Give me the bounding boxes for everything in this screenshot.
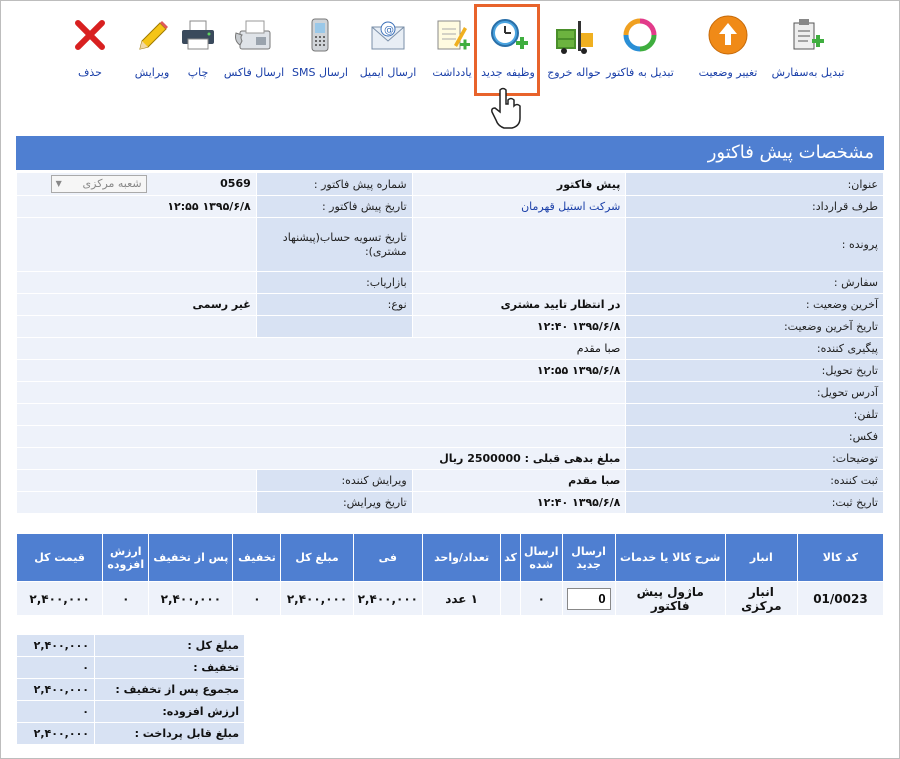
registrar-value: صبا مقدم bbox=[412, 470, 626, 492]
col-warehouse: انبار bbox=[725, 534, 797, 582]
col-final: قیمت کل bbox=[17, 534, 103, 582]
title-label: عنوان: bbox=[626, 173, 884, 196]
order-value bbox=[412, 272, 626, 294]
send-sms-button[interactable] bbox=[282, 8, 358, 79]
totals-table bbox=[16, 634, 245, 745]
discount-value: ۰ bbox=[17, 657, 95, 679]
desc-value: مبلغ بدهی قبلی : 2500000 ریال bbox=[17, 448, 626, 470]
chevron-down-icon: ▼ bbox=[55, 179, 62, 188]
convert-to-order-button[interactable] bbox=[770, 8, 846, 79]
convert-to-order-icon bbox=[785, 12, 831, 58]
after-discount-value: ۲,۴۰۰,۰۰۰ bbox=[17, 679, 95, 701]
registrar-label: ثبت کننده: bbox=[626, 470, 884, 492]
item-vat: ۰ bbox=[103, 582, 149, 616]
convert-to-invoice-button[interactable] bbox=[602, 8, 678, 79]
edit-date-label: تاریخ ویرایش: bbox=[256, 492, 412, 514]
fax-value bbox=[17, 426, 626, 448]
fax-icon bbox=[231, 12, 277, 58]
phone-label: تلفن: bbox=[626, 404, 884, 426]
editor-label: ویرایش کننده: bbox=[256, 470, 412, 492]
item-final: ۲,۴۰۰,۰۰۰ bbox=[17, 582, 103, 616]
follower-label: پیگیری کننده: bbox=[626, 338, 884, 360]
branch-value: شعبه مرکزی bbox=[82, 177, 142, 190]
col-qty: تعداد/واحد bbox=[423, 534, 501, 582]
convert-to-invoice-label: تبدیل به فاکتور bbox=[606, 66, 674, 79]
type-label: نوع: bbox=[256, 294, 412, 316]
reg-date-value: ۱۳۹۵/۶/۸ ۱۲:۴۰ bbox=[412, 492, 626, 514]
after-discount-label: مجموع پس از تخفیف : bbox=[95, 679, 245, 701]
party-link[interactable]: شرکت استیل قهرمان bbox=[521, 200, 621, 213]
new-task-highlight bbox=[474, 4, 540, 96]
branch-select[interactable] bbox=[51, 175, 147, 193]
item-fee: ۲,۴۰۰,۰۰۰ bbox=[353, 582, 422, 616]
item-after-discount: ۲,۴۰۰,۰۰۰ bbox=[149, 582, 233, 616]
item-total: ۲,۴۰۰,۰۰۰ bbox=[281, 582, 353, 616]
status-change-icon bbox=[705, 12, 751, 58]
svg-text:@: @ bbox=[384, 25, 394, 36]
delete-label: حذف bbox=[78, 66, 102, 79]
vat-label: ارزش افزوده: bbox=[95, 701, 245, 723]
status-change-label: تغییر وضعیت bbox=[698, 66, 758, 79]
item-sent: ۰ bbox=[520, 582, 562, 616]
total-label: مبلغ کل : bbox=[95, 635, 245, 657]
delete-button[interactable] bbox=[52, 8, 128, 79]
hand-pointer-icon bbox=[490, 86, 526, 133]
convert-to-order-label: تبدیل به‌سفارش bbox=[771, 66, 845, 79]
col-vat: ارزش افزوده bbox=[103, 534, 149, 582]
col-fee: فی bbox=[353, 534, 422, 582]
table-row bbox=[17, 582, 884, 616]
editor-value bbox=[17, 470, 257, 492]
items-table bbox=[16, 533, 884, 616]
col-code: کد کالا bbox=[797, 534, 883, 582]
status-change-button[interactable] bbox=[690, 8, 766, 79]
delete-icon bbox=[67, 12, 113, 58]
settle-date-label: تاریخ تسویه حساب(پیشنهاد مشتری): bbox=[256, 218, 412, 272]
item-warehouse: انبار مرکزی bbox=[725, 582, 797, 616]
col-sent: ارسال شده bbox=[520, 534, 562, 582]
mobile-phone-icon bbox=[297, 12, 343, 58]
payable-label: مبلغ قابل پرداخت : bbox=[95, 723, 245, 745]
reg-date-label: تاریخ ثبت: bbox=[626, 492, 884, 514]
total-value: ۲,۴۰۰,۰۰۰ bbox=[17, 635, 95, 657]
delivery-date-label: تاریخ تحویل: bbox=[626, 360, 884, 382]
phone-value bbox=[17, 404, 626, 426]
edit-date-value bbox=[17, 492, 257, 514]
send-email-button[interactable] bbox=[350, 8, 426, 79]
delivery-address-label: آدرس تحویل: bbox=[626, 382, 884, 404]
exit-order-button[interactable] bbox=[536, 8, 612, 79]
send-sms-label: ارسال SMS bbox=[292, 66, 348, 79]
forklift-icon bbox=[551, 12, 597, 58]
desc-label: توضیحات: bbox=[626, 448, 884, 470]
details-table bbox=[16, 172, 884, 514]
vat-value: ۰ bbox=[17, 701, 95, 723]
note-label: یادداشت bbox=[432, 66, 472, 79]
follower-value: صبا مقدم bbox=[17, 338, 626, 360]
last-status-label: آخرین وضعیت : bbox=[626, 294, 884, 316]
item-kd bbox=[501, 582, 521, 616]
col-new-send: ارسال جدید bbox=[562, 534, 615, 582]
col-discount: تخفیف bbox=[233, 534, 281, 582]
item-code: 01/0023 bbox=[797, 582, 883, 616]
section-title: مشخصات پیش فاکتور bbox=[16, 136, 884, 170]
last-status-value: در انتظار تایید مشتری bbox=[412, 294, 626, 316]
last-status-date-value: ۱۳۹۵/۶/۸ ۱۲:۴۰ bbox=[412, 316, 626, 338]
title-value: پیش فاکتور bbox=[412, 173, 626, 196]
col-total: مبلغ کل bbox=[281, 534, 353, 582]
party-label: طرف قرارداد: bbox=[626, 196, 884, 218]
convert-to-invoice-icon bbox=[617, 12, 663, 58]
type-value: غیر رسمی bbox=[17, 294, 257, 316]
toolbar bbox=[70, 8, 860, 88]
number-value: 0569 bbox=[220, 177, 251, 190]
delivery-address-value bbox=[17, 382, 626, 404]
marketer-value bbox=[17, 272, 257, 294]
payable-value: ۲,۴۰۰,۰۰۰ bbox=[17, 723, 95, 745]
number-label: شماره پیش فاکتور : bbox=[256, 173, 412, 196]
order-label: سفارش : bbox=[626, 272, 884, 294]
pencil-icon bbox=[129, 12, 175, 58]
email-icon bbox=[365, 12, 411, 58]
settle-date-value bbox=[17, 218, 257, 272]
new-send-input[interactable] bbox=[567, 588, 611, 610]
print-label: چاپ bbox=[187, 66, 209, 79]
edit-label: ویرایش bbox=[134, 66, 170, 79]
case-value bbox=[412, 218, 626, 272]
marketer-label: بازاریاب: bbox=[256, 272, 412, 294]
col-kd: کد bbox=[501, 534, 521, 582]
fax-label: فکس: bbox=[626, 426, 884, 448]
date-value: ۱۳۹۵/۶/۸ ۱۲:۵۵ bbox=[17, 196, 257, 218]
exit-order-label: حواله خروج bbox=[547, 66, 601, 79]
new-task-label: وظیفه جدید bbox=[481, 66, 535, 79]
send-email-label: ارسال ایمیل bbox=[359, 66, 417, 79]
col-after-discount: پس از تخفیف bbox=[149, 534, 233, 582]
discount-label: تخفیف : bbox=[95, 657, 245, 679]
item-qty: ۱ عدد bbox=[423, 582, 501, 616]
send-fax-label: ارسال فاکس bbox=[223, 66, 285, 79]
case-label: پرونده : bbox=[626, 218, 884, 272]
col-desc: شرح کالا یا خدمات bbox=[615, 534, 725, 582]
date-label: تاریخ پیش فاکتور : bbox=[256, 196, 412, 218]
note-icon bbox=[429, 12, 475, 58]
item-discount: ۰ bbox=[233, 582, 281, 616]
delivery-date-value: ۱۳۹۵/۶/۸ ۱۲:۵۵ bbox=[17, 360, 626, 382]
last-status-date-label: تاریخ آخرین وضعیت: bbox=[626, 316, 884, 338]
item-desc: ماژول پیش فاکتور bbox=[615, 582, 725, 616]
